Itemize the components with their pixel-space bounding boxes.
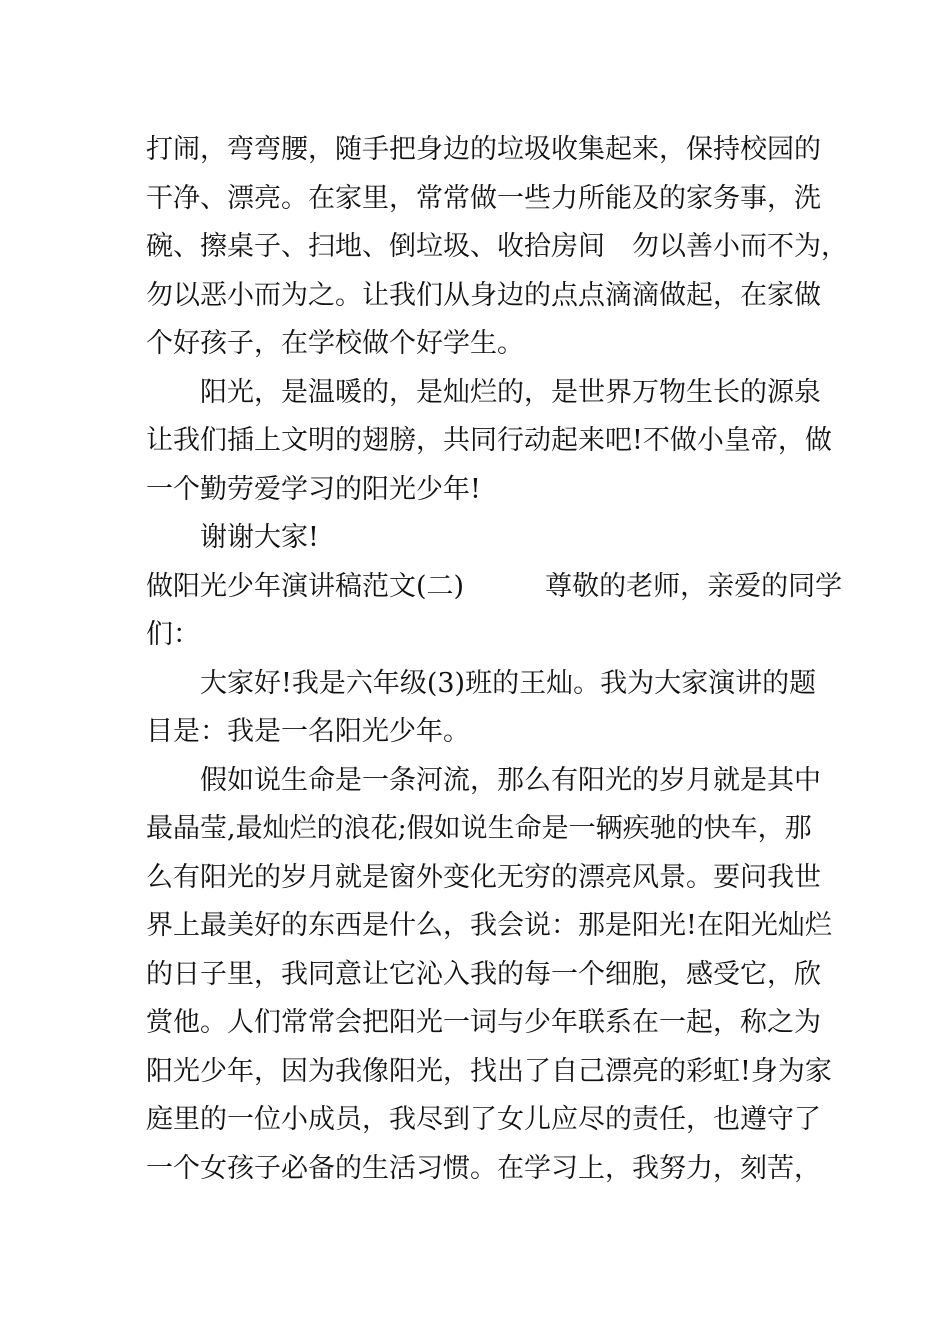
thanks-line: 谢谢大家! [200, 522, 319, 553]
document-body [146, 126, 848, 1193]
section-heading: 做阳光少年演讲稿范文(二) 尊敬的老师，亲爱的同学 [146, 570, 843, 602]
paragraph-first-line: 阳光，是温暖的，是灿烂的，是世界万物生长的源泉 [200, 376, 821, 408]
text-line: 阳光少年，因为我像阳光，找出了自己漂亮的彩虹!身为家 [146, 1055, 832, 1087]
text-line: 一个勤劳爱学习的阳光少年! [146, 473, 481, 505]
text-line: 勿以恶小而为之。让我们从身边的点点滴滴做起，在家做 [146, 279, 821, 311]
text-line: 么有阳光的岁月就是窗外变化无穷的漂亮风景。要问我世 [146, 861, 821, 893]
text-line: 庭里的一位小成员，我尽到了女儿应尽的责任，也遵守了 [146, 1104, 821, 1135]
text-line: 目是：我是一名阳光少年。 [146, 716, 470, 747]
text-line: 个好孩子，在学校做个好学生。 [146, 328, 524, 359]
text-line: 碗、擦桌子、扫地、倒垃圾、收拾房间 勿以善小而不为， [146, 231, 848, 262]
text-line: 一个女孩子必备的生活习惯。在学习上，我努力，刻苦， [146, 1152, 821, 1184]
paragraph-first-line: 大家好!我是六年级(3)班的王灿。我为大家演讲的题 [200, 667, 817, 699]
paragraph-first-line: 假如说生命是一条河流，那么有阳光的岁月就是其中 [200, 764, 821, 796]
text-line: 界上最美好的东西是什么，我会说：那是阳光!在阳光灿烂 [146, 910, 832, 941]
text-line: 们： [146, 619, 200, 650]
text-line: 让我们插上文明的翅膀，共同行动起来吧!不做小皇帝，做 [146, 425, 832, 456]
text-line: 最晶莹,最灿烂的浪花;假如说生命是一辆疾驰的快车，那 [146, 813, 812, 844]
text-line: 赏他。人们常常会把阳光一词与少年联系在一起，称之为 [146, 1007, 821, 1038]
text-line: 的日子里，我同意让它沁入我的每一个细胞，感受它，欣 [146, 958, 821, 990]
text-line: 打闹，弯弯腰，随手把身边的垃圾收集起来，保持校园的 [146, 134, 821, 165]
text-line: 干净、漂亮。在家里，常常做一些力所能及的家务事，洗 [146, 182, 821, 214]
